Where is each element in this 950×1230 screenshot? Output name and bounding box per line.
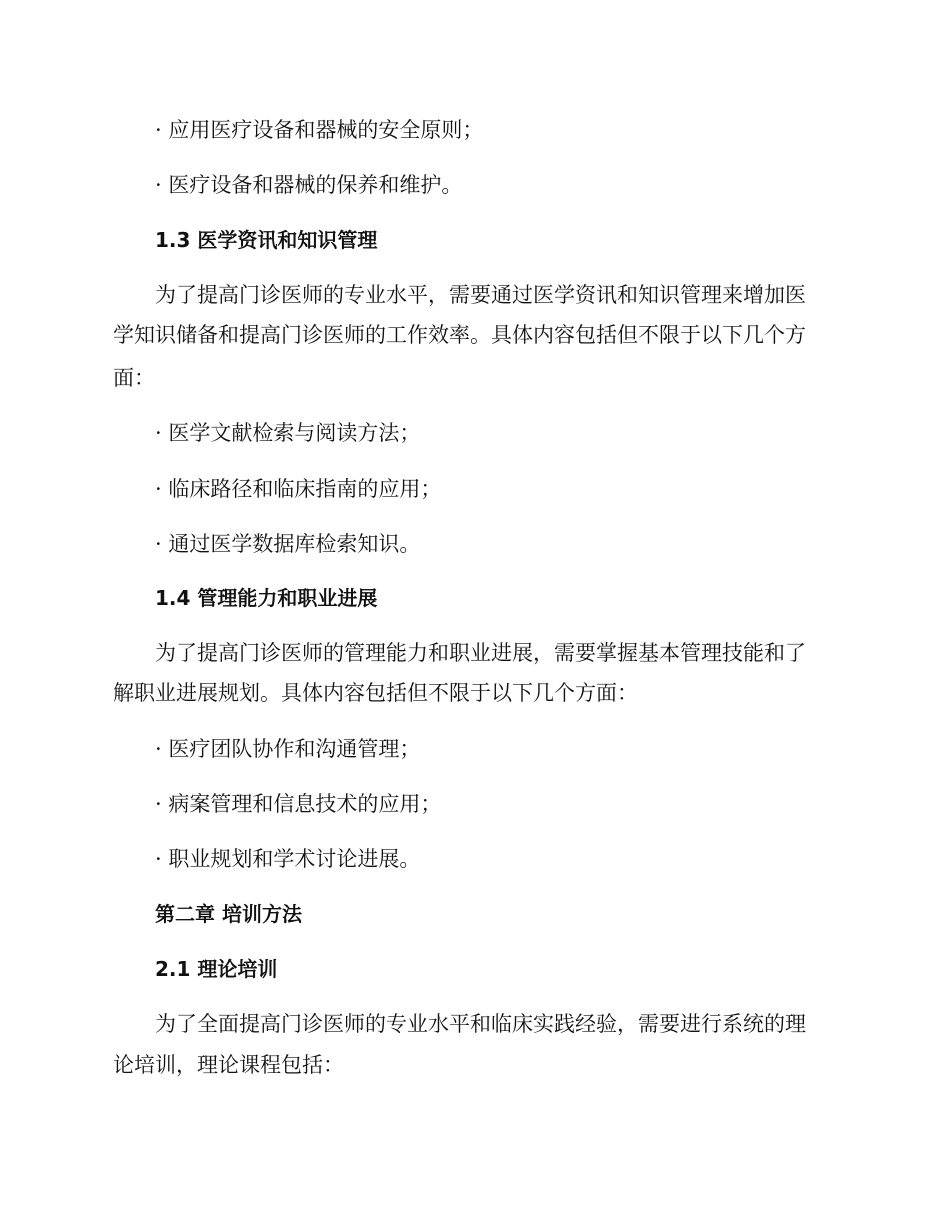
paragraph-line: 为了提高门诊医师的专业水平，需要通过医学资讯和知识管理来增加医	[155, 283, 806, 307]
paragraph-line: 论培训，理论课程包括：	[113, 1053, 344, 1077]
bullet-item: · 医学文献检索与阅读方法；	[155, 421, 421, 445]
bullet-item: · 临床路径和临床指南的应用；	[155, 477, 442, 501]
paragraph-line: 学知识储备和提高门诊医师的工作效率。具体内容包括但不限于以下几个方	[113, 323, 806, 347]
section-heading-2-1: 2.1 理论培训	[155, 957, 278, 981]
paragraph-line: 为了全面提高门诊医师的专业水平和临床实践经验，需要进行系统的理	[155, 1012, 806, 1036]
bullet-item: · 医疗设备和器械的保养和维护。	[155, 173, 463, 197]
bullet-item: · 病案管理和信息技术的应用；	[155, 792, 442, 816]
paragraph-line: 为了提高门诊医师的管理能力和职业进展，需要掌握基本管理技能和了	[155, 641, 806, 665]
section-heading-1-3: 1.3 医学资讯和知识管理	[155, 228, 378, 252]
paragraph-line: 解职业进展规划。具体内容包括但不限于以下几个方面：	[113, 681, 638, 705]
bullet-item: · 通过医学数据库检索知识。	[155, 532, 421, 556]
chapter-heading: 第二章 培训方法	[155, 902, 302, 926]
section-heading-1-4: 1.4 管理能力和职业进展	[155, 586, 378, 610]
bullet-item: · 医疗团队协作和沟通管理；	[155, 737, 421, 761]
paragraph-line: 面：	[113, 366, 155, 390]
bullet-item: · 职业规划和学术讨论进展。	[155, 847, 421, 871]
bullet-item: · 应用医疗设备和器械的安全原则；	[155, 118, 484, 142]
